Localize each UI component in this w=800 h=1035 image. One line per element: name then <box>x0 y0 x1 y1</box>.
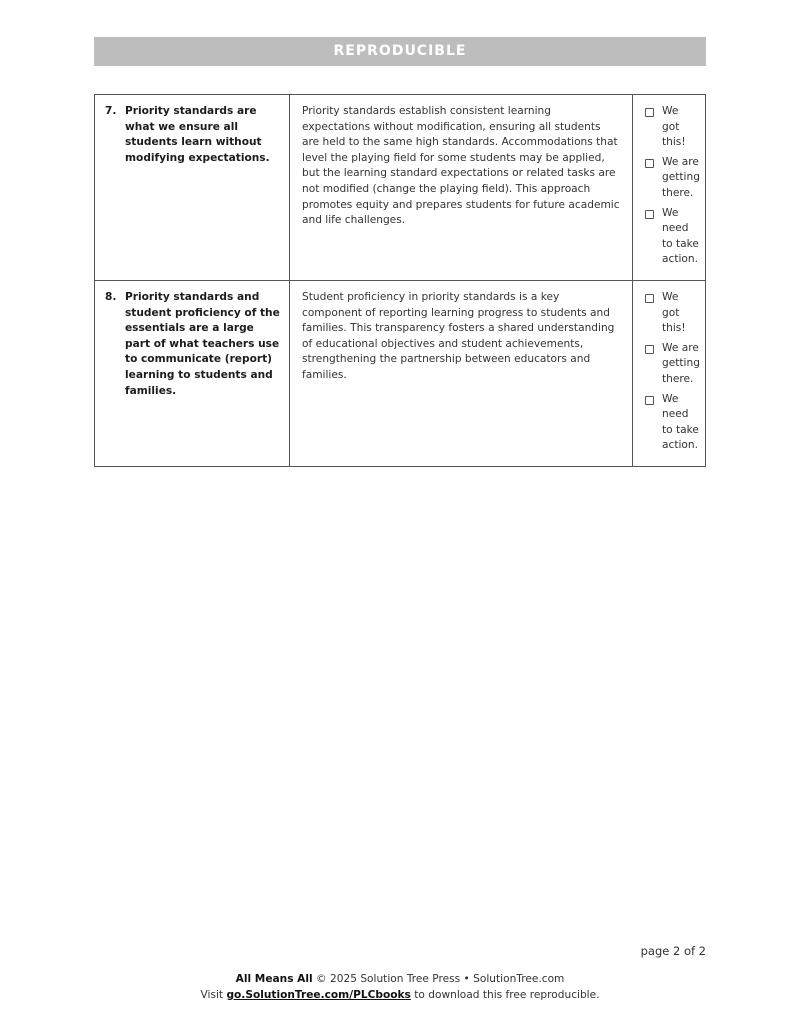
option-take-action <box>644 392 699 454</box>
rating-cell <box>633 95 706 281</box>
option-getting-there <box>644 155 699 202</box>
statement-cell <box>95 95 290 281</box>
reproducible-banner: REPRODUCIBLE <box>94 37 706 66</box>
checkbox[interactable] <box>645 159 654 168</box>
option-label: We got this! <box>662 105 686 149</box>
option-take-action <box>644 206 699 268</box>
visit-suffix: to download this free reproducible. <box>414 989 600 1001</box>
option-label: We got this! <box>662 290 686 335</box>
option-getting-there <box>644 341 699 388</box>
copyright-text: © 2025 Solution Tree Press • SolutionTree.com <box>316 973 565 985</box>
checkbox[interactable] <box>645 294 654 303</box>
footer-copyright-line <box>0 973 800 985</box>
table-row <box>95 280 706 466</box>
description-cell <box>290 95 633 281</box>
statement-text: Priority standards are what we ensure all students learn without modifying expectations. <box>125 105 270 164</box>
book-title: All Means All <box>235 973 313 985</box>
statement-cell <box>95 280 290 466</box>
statement-text: Priority standards and student proficiency of the essentials are a large part of what teachers use to communicate (report) learning to students and families. <box>125 290 280 397</box>
description-text: Student proficiency in priority standards is a key component of reporting learning progress to students and families. This transparency fosters a shared understanding of educational objectives and student achievements, strengthening the partnership between educators and families. <box>302 290 615 381</box>
option-got-this <box>644 104 699 151</box>
option-label: We need to take action. <box>662 206 699 266</box>
checkbox[interactable] <box>645 396 654 405</box>
item-number: 8. <box>105 290 117 303</box>
option-label: We are getting there. <box>662 341 700 385</box>
checkbox[interactable] <box>645 108 654 117</box>
option-label: We need to take action. <box>662 392 699 452</box>
rating-cell <box>633 280 706 466</box>
description-cell <box>290 280 633 466</box>
checkbox[interactable] <box>645 345 654 354</box>
table-row <box>95 95 706 281</box>
visit-prefix: Visit <box>200 989 224 1001</box>
checkbox[interactable] <box>645 210 654 219</box>
plcbooks-link[interactable]: go.SolutionTree.com/PLCbooks <box>226 989 411 1001</box>
option-got-this <box>644 290 699 337</box>
page-number: page 2 of 2 <box>640 944 706 958</box>
footer-visit-line <box>0 989 800 1001</box>
self-assessment-table <box>94 94 706 467</box>
description-text: Priority standards establish consistent learning expectations without modification, ensuring all students are held to the same high standards. Accommodations that level the playing field for some students may be applied, but the learning standard expectations or related tasks are not modified (change the playing field). This approach promotes equity and prepares students for future academic and life challenges. <box>302 105 620 227</box>
option-label: We are getting there. <box>662 155 700 199</box>
item-number: 7. <box>105 105 117 117</box>
